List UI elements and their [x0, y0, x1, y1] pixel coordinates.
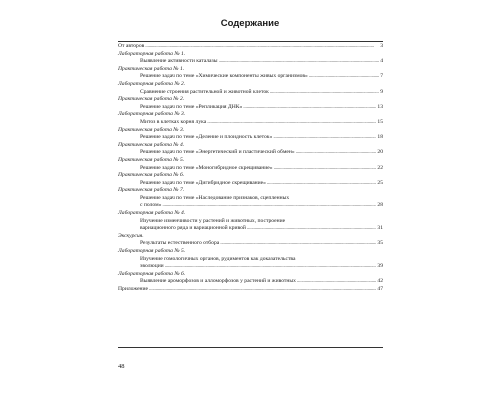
dot-leader [309, 73, 379, 81]
dot-leader [207, 119, 376, 127]
bottom-rule [118, 347, 383, 348]
page-title: Содержание [220, 18, 280, 29]
toc-entry [118, 286, 383, 294]
toc-entry-text: Изучение изменчивости у растений и животных, построение [140, 217, 286, 224]
toc-entry-text: эволюции [140, 263, 164, 270]
toc-page-number: 22 [377, 164, 383, 171]
dot-leader [165, 263, 377, 271]
toc-entry-text: Лабораторная работа № 1. [118, 50, 186, 57]
toc-page-number: 7 [380, 73, 383, 80]
top-rule [118, 41, 383, 42]
toc-entry-text: Митоз в клетках корня лука [140, 118, 207, 125]
toc-section-heading [118, 157, 383, 165]
toc-entry-text: Решение задач по теме «Наследование признаков, сцепленных [140, 194, 290, 201]
toc-page-number: 47 [377, 286, 383, 292]
toc-entry-text: Результаты естественного отбора [140, 240, 220, 247]
dot-leader [149, 286, 376, 294]
toc-entry-text: Изучение гомологичных органов, рудиментов как доказательства [140, 255, 296, 262]
table-of-contents [118, 43, 383, 294]
toc-entry-text: Лабораторная работа № 6. [118, 270, 186, 277]
toc-page-number: 18 [377, 134, 383, 141]
toc-section-heading [118, 66, 383, 74]
toc-entry [118, 149, 383, 157]
toc-entry-text: Практическая работа № 6. [118, 172, 185, 179]
toc-entry-text: Лабораторная работа № 5. [118, 248, 186, 255]
toc-page-number: 3 [380, 43, 383, 49]
toc-entry [118, 119, 383, 127]
toc-entry [118, 58, 383, 66]
toc-entry-text: Приложение [118, 286, 149, 292]
toc-section-heading [118, 248, 383, 256]
dot-leader [273, 134, 376, 142]
toc-entry-text: От авторов [118, 43, 145, 49]
toc-entry-text: Практическая работа № 4. [118, 141, 185, 148]
toc-entry-text: Решение задач по теме «Дигибридное скрещивание» [140, 179, 266, 186]
toc-entry-text: Решение задач по теме «Энергетический и пластический обмен» [140, 149, 295, 156]
toc-page-number: 31 [377, 225, 383, 232]
dot-leader [270, 89, 379, 97]
toc-entry [118, 263, 383, 271]
toc-entry-text: Лабораторная работа № 2. [118, 80, 186, 87]
toc-entry-text: Выявление ароморфозов и алломорфозов у растений и животных [140, 278, 296, 285]
toc-section-heading [118, 210, 383, 218]
toc-entry-text: с полом» [140, 202, 162, 209]
toc-section-heading [118, 127, 383, 135]
toc-entry-text: Выявление активности каталазы [140, 58, 218, 65]
toc-entry-text: Решение задач по теме «Деление и плоидность клеток» [140, 134, 273, 141]
dot-leader [247, 225, 376, 233]
toc-entry-text: Лабораторная работа № 3. [118, 111, 186, 118]
toc-section-heading [118, 187, 383, 195]
toc-entry-text: Решение задач по теме «Моногибридное скрещивание» [140, 164, 273, 171]
dot-leader [219, 58, 380, 66]
dot-leader [162, 202, 376, 210]
toc-section-heading [118, 172, 383, 180]
toc-entry-text: Практическая работа № 3. [118, 126, 185, 133]
toc-page-number: 35 [377, 240, 383, 247]
toc-page-number: 39 [377, 263, 383, 270]
toc-page-number: 15 [377, 118, 383, 125]
toc-section-heading [118, 111, 383, 119]
toc-entry-text: Практическая работа № 2. [118, 96, 185, 103]
toc-entry [118, 43, 383, 51]
page-number: 48 [118, 363, 125, 370]
dot-leader [274, 165, 377, 173]
toc-entry [118, 195, 383, 203]
toc-entry-text: Практическая работа № 5. [118, 156, 185, 163]
toc-entry-text: Решение задач по теме «Химические компоненты живых организмов» [140, 73, 308, 80]
toc-entry-text: Экскурсия. [118, 232, 144, 239]
toc-entry [118, 278, 383, 286]
dot-leader [145, 43, 379, 51]
toc-page-number: 4 [380, 58, 383, 65]
toc-page-number: 42 [377, 278, 383, 285]
toc-page-number: 20 [377, 149, 383, 156]
toc-entry-text: вариационного ряда и вариационной кривой [140, 225, 246, 232]
toc-section-heading [118, 51, 383, 59]
toc-entry [118, 202, 383, 210]
toc-entry [118, 73, 383, 81]
dot-leader [220, 240, 376, 248]
toc-entry [118, 165, 383, 173]
toc-entry-text: Решение задач по теме «Репликация ДНК» [140, 103, 243, 110]
toc-entry [118, 256, 383, 264]
dot-leader [296, 149, 377, 157]
toc-page-number: 13 [377, 103, 383, 110]
toc-entry [118, 240, 383, 248]
dot-leader [267, 180, 376, 188]
toc-page-number: 25 [377, 179, 383, 186]
toc-page-number: 28 [377, 202, 383, 209]
dot-leader [243, 104, 376, 112]
toc-page-number: 9 [380, 88, 383, 95]
toc-entry-text: Сравнение строения растительной и животной клеток [140, 88, 269, 95]
toc-section-heading [118, 96, 383, 104]
toc-entry-text: Практическая работа № 1. [118, 65, 185, 72]
dot-leader [297, 278, 376, 286]
toc-entry-text: Практическая работа № 7. [118, 187, 185, 194]
toc-section-heading [118, 81, 383, 89]
toc-entry [118, 225, 383, 233]
toc-entry [118, 134, 383, 142]
toc-entry-text: Лабораторная работа № 4. [118, 210, 186, 217]
